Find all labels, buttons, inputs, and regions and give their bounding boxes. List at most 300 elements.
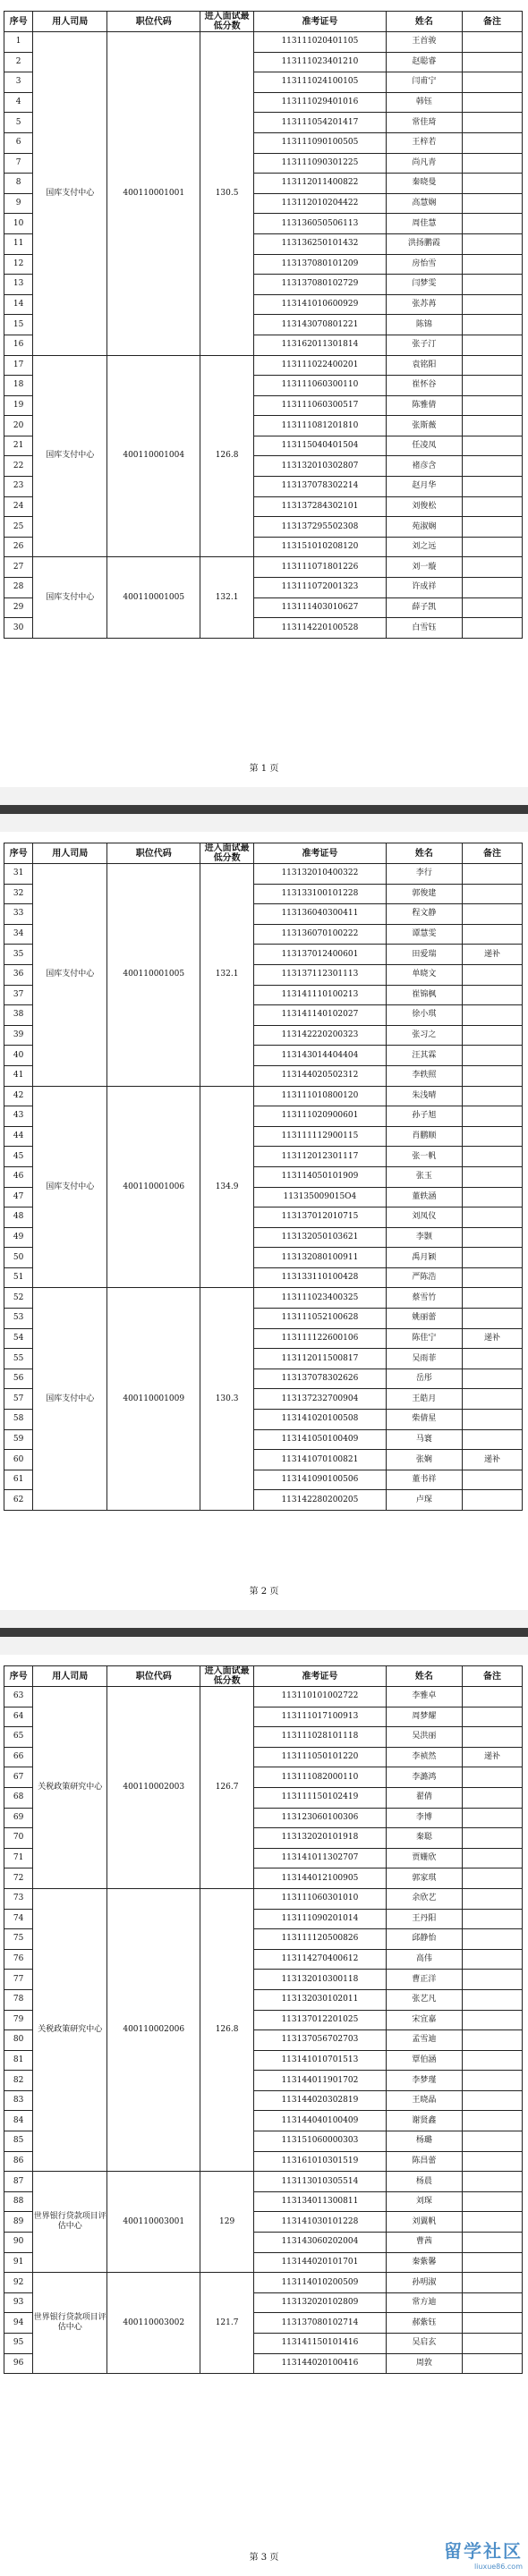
name-cell: 张苏苒 xyxy=(386,294,462,315)
row-number-cell: 71 xyxy=(4,1848,33,1868)
name-cell: 李雅卓 xyxy=(386,1687,462,1707)
exam-id-cell: 113137078302626 xyxy=(254,1368,387,1389)
name-cell: 薛子凯 xyxy=(386,597,462,618)
exam-id-cell: 113111071801226 xyxy=(254,557,387,578)
note-cell xyxy=(463,1970,523,1990)
row-number-cell: 25 xyxy=(4,517,33,538)
note-cell xyxy=(463,1787,523,1808)
note-cell xyxy=(463,1727,523,1748)
name-cell: 闫甫宁 xyxy=(386,72,462,93)
exam-id-cell: 113111122600106 xyxy=(254,1328,387,1349)
exam-id-cell: 113133100101228 xyxy=(254,884,387,904)
exam-id-cell: 113111082000110 xyxy=(254,1767,387,1788)
row-number-cell: 79 xyxy=(4,2010,33,2030)
exam-id-cell: 113111150102419 xyxy=(254,1787,387,1808)
name-cell: 孙明淑 xyxy=(386,2273,462,2293)
note-cell xyxy=(463,1005,523,1026)
note-cell xyxy=(463,1025,523,1046)
name-cell: 吴洪丽 xyxy=(386,1727,462,1748)
bureau-cell: 国库支付中心 xyxy=(33,355,107,557)
exam-id-cell: 113111090301225 xyxy=(254,153,387,174)
exam-id-cell: 113141011302707 xyxy=(254,1848,387,1868)
column-header: 进入面试最低分数 xyxy=(200,12,254,32)
row-number-cell: 8 xyxy=(4,174,33,194)
name-cell: 刘琛 xyxy=(386,2191,462,2212)
note-cell xyxy=(463,1086,523,1106)
name-cell: 崔锦枫 xyxy=(386,985,462,1005)
exam-id-cell: 113143060202004 xyxy=(254,2233,387,2253)
exam-id-cell: 113112011500817 xyxy=(254,1349,387,1369)
exam-id-cell: 113112012301117 xyxy=(254,1147,387,1167)
row-number-cell: 20 xyxy=(4,416,33,436)
exam-id-cell: 113111020401105 xyxy=(254,32,387,53)
row-number-cell: 50 xyxy=(4,1248,33,1268)
column-header: 进入面试最低分数 xyxy=(200,843,254,864)
exam-id-cell: 113143014404404 xyxy=(254,1046,387,1066)
exam-id-cell: 113112011400822 xyxy=(254,174,387,194)
column-header: 用人司局 xyxy=(33,1666,107,1687)
note-cell: 递补 xyxy=(463,945,523,965)
table-row xyxy=(4,2172,523,2192)
exam-id-cell: 113111050101220 xyxy=(254,1747,387,1767)
watermark-text: 留学社区 xyxy=(444,2540,523,2562)
note-cell xyxy=(463,52,523,72)
row-number-cell: 95 xyxy=(4,2334,33,2354)
exam-id-cell: 113111120500826 xyxy=(254,1929,387,1950)
row-number-cell: 4 xyxy=(4,92,33,113)
row-number-cell: 12 xyxy=(4,254,33,275)
header-row xyxy=(4,843,523,864)
row-number-cell: 74 xyxy=(4,1909,33,1929)
min-score-cell: 126.8 xyxy=(200,355,254,557)
row-number-cell: 96 xyxy=(4,2353,33,2374)
row-number-cell: 87 xyxy=(4,2172,33,2192)
row-number-cell: 36 xyxy=(4,964,33,985)
name-cell: 褚彦含 xyxy=(386,456,462,477)
note-cell xyxy=(463,1106,523,1127)
name-cell: 张斯薇 xyxy=(386,416,462,436)
note-cell xyxy=(463,1227,523,1248)
exam-id-cell: 113141140102027 xyxy=(254,1005,387,1026)
exam-id-cell: 113111020900601 xyxy=(254,1106,387,1127)
name-cell: 陈雅倩 xyxy=(386,395,462,416)
position-code-cell: 400110003001 xyxy=(107,2172,200,2273)
row-number-cell: 14 xyxy=(4,294,33,315)
row-number-cell: 75 xyxy=(4,1929,33,1950)
page-number: 第 2 页 xyxy=(249,1587,279,1597)
row-number-cell: 29 xyxy=(4,597,33,618)
note-cell xyxy=(463,1767,523,1788)
column-header: 姓名 xyxy=(386,843,462,864)
row-number-cell: 28 xyxy=(4,578,33,598)
name-cell: 姚丽蕾 xyxy=(386,1309,462,1329)
name-cell: 李梦瑾 xyxy=(386,2071,462,2091)
name-cell: 岳彤 xyxy=(386,1368,462,1389)
name-cell: 闫梦雯 xyxy=(386,275,462,295)
note-cell xyxy=(463,2252,523,2273)
note-cell xyxy=(463,355,523,376)
name-cell: 李博 xyxy=(386,1808,462,1828)
note-cell xyxy=(463,254,523,275)
exam-id-cell: 113141020100508 xyxy=(254,1410,387,1430)
row-number-cell: 51 xyxy=(4,1267,33,1288)
note-cell xyxy=(463,557,523,578)
name-cell: 刘一璇 xyxy=(386,557,462,578)
position-code-cell: 400110001004 xyxy=(107,355,200,557)
row-number-cell: 15 xyxy=(4,315,33,335)
column-header: 序号 xyxy=(4,843,33,864)
position-code-cell: 400110001009 xyxy=(107,1288,200,1511)
exam-id-cell: 113137012400601 xyxy=(254,945,387,965)
column-header: 用人司局 xyxy=(33,843,107,864)
note-cell xyxy=(463,335,523,355)
name-cell: 王晓晶 xyxy=(386,2090,462,2111)
table-row xyxy=(4,557,523,578)
row-number-cell: 72 xyxy=(4,1868,33,1889)
row-number-cell: 67 xyxy=(4,1767,33,1788)
exam-id-cell: 113132020102809 xyxy=(254,2292,387,2313)
row-number-cell: 6 xyxy=(4,132,33,153)
min-score-cell: 132.1 xyxy=(200,864,254,1087)
column-header: 备注 xyxy=(463,1666,523,1687)
exam-id-cell: 113135009015O4 xyxy=(254,1187,387,1208)
name-cell: 翟倩 xyxy=(386,1787,462,1808)
note-cell xyxy=(463,1349,523,1369)
note-cell xyxy=(463,578,523,598)
column-header: 备注 xyxy=(463,12,523,32)
note-cell xyxy=(463,2131,523,2152)
name-cell: 覃伯涵 xyxy=(386,2050,462,2071)
note-cell xyxy=(463,1929,523,1950)
name-cell: 常佳琦 xyxy=(386,113,462,133)
exam-id-cell: 113113010305514 xyxy=(254,2172,387,2192)
name-cell: 秦紫馨 xyxy=(386,2252,462,2273)
note-cell xyxy=(463,517,523,538)
exam-id-cell: 113111024100105 xyxy=(254,72,387,93)
note-cell xyxy=(463,1429,523,1450)
note-cell xyxy=(463,2071,523,2091)
exam-id-cell: 113133110100428 xyxy=(254,1267,387,1288)
note-cell xyxy=(463,2090,523,2111)
row-number-cell: 80 xyxy=(4,2030,33,2051)
note-cell xyxy=(463,193,523,214)
bureau-cell: 国库支付中心 xyxy=(33,1288,107,1511)
exam-id-cell: 113161010301519 xyxy=(254,2151,387,2172)
name-cell: 董轶涵 xyxy=(386,1187,462,1208)
name-cell: 肖鹏顺 xyxy=(386,1126,462,1147)
exam-id-cell: 113141010701513 xyxy=(254,2050,387,2071)
name-cell: 李行 xyxy=(386,864,462,885)
name-cell: 田爱瑞 xyxy=(386,945,462,965)
exam-id-cell: 113136250101432 xyxy=(254,233,387,254)
min-score-cell: 129 xyxy=(200,2172,254,2273)
note-cell xyxy=(463,92,523,113)
row-number-cell: 55 xyxy=(4,1349,33,1369)
exam-id-cell: 113137078302214 xyxy=(254,477,387,497)
row-number-cell: 9 xyxy=(4,193,33,214)
exam-id-cell: 113111028101118 xyxy=(254,1727,387,1748)
name-cell: 汪其霖 xyxy=(386,1046,462,1066)
name-cell: 李轶照 xyxy=(386,1065,462,1086)
row-number-cell: 70 xyxy=(4,1828,33,1849)
exam-id-cell: 113137080101209 xyxy=(254,254,387,275)
note-cell xyxy=(463,2292,523,2313)
column-header: 姓名 xyxy=(386,12,462,32)
row-number-cell: 47 xyxy=(4,1187,33,1208)
column-header: 用人司局 xyxy=(33,12,107,32)
name-cell: 徐小琪 xyxy=(386,1005,462,1026)
row-number-cell: 81 xyxy=(4,2050,33,2071)
table-row xyxy=(4,355,523,376)
name-cell: 孙子旭 xyxy=(386,1106,462,1127)
name-cell: 孟雪迪 xyxy=(386,2030,462,2051)
row-number-cell: 41 xyxy=(4,1065,33,1086)
note-cell xyxy=(463,2010,523,2030)
exam-id-cell: 113144020302819 xyxy=(254,2090,387,2111)
row-number-cell: 85 xyxy=(4,2131,33,2152)
exam-id-cell: 113132050103621 xyxy=(254,1227,387,1248)
exam-id-cell: 113132080100911 xyxy=(254,1248,387,1268)
name-cell: 董书祥 xyxy=(386,1470,462,1490)
row-number-cell: 45 xyxy=(4,1147,33,1167)
note-cell xyxy=(463,1687,523,1707)
note-cell xyxy=(463,214,523,234)
row-number-cell: 31 xyxy=(4,864,33,885)
note-cell xyxy=(463,618,523,639)
note-cell xyxy=(463,537,523,557)
exam-id-cell: 113111052100628 xyxy=(254,1309,387,1329)
table-row xyxy=(4,32,523,53)
name-cell: 禹月颖 xyxy=(386,1248,462,1268)
exam-id-cell: 113114050101909 xyxy=(254,1166,387,1187)
row-number-cell: 32 xyxy=(4,884,33,904)
table-row xyxy=(4,1086,523,1106)
name-cell: 周佳慧 xyxy=(386,214,462,234)
page-separator xyxy=(0,805,528,814)
row-number-cell: 77 xyxy=(4,1970,33,1990)
min-score-cell: 130.3 xyxy=(200,1288,254,1511)
bureau-cell: 世界银行贷款项目评估中心 xyxy=(33,2172,107,2273)
row-number-cell: 64 xyxy=(4,1707,33,1727)
row-number-cell: 94 xyxy=(4,2313,33,2334)
note-cell xyxy=(463,1909,523,1929)
row-number-cell: 33 xyxy=(4,904,33,925)
note-cell xyxy=(463,2151,523,2172)
note-cell xyxy=(463,1707,523,1727)
min-score-cell: 134.9 xyxy=(200,1086,254,1288)
note-cell xyxy=(463,477,523,497)
name-cell: 宋宜嘉 xyxy=(386,2010,462,2030)
exam-id-cell: 113132010302807 xyxy=(254,456,387,477)
exam-id-cell: 113136040300411 xyxy=(254,904,387,925)
exam-id-cell: 113137112301113 xyxy=(254,964,387,985)
exam-id-cell: 113141030101228 xyxy=(254,2212,387,2233)
row-number-cell: 3 xyxy=(4,72,33,93)
name-cell: 洪扬鹏霞 xyxy=(386,233,462,254)
note-cell xyxy=(463,884,523,904)
column-header: 准考证号 xyxy=(254,12,387,32)
name-cell: 吴雨菲 xyxy=(386,1349,462,1369)
row-number-cell: 27 xyxy=(4,557,33,578)
page-number: 第 1 页 xyxy=(249,764,279,774)
row-number-cell: 53 xyxy=(4,1309,33,1329)
note-cell xyxy=(463,2191,523,2212)
name-cell: 陈昌蕾 xyxy=(386,2151,462,2172)
row-number-cell: 19 xyxy=(4,395,33,416)
row-number-cell: 84 xyxy=(4,2111,33,2131)
exam-id-cell: 113151010208120 xyxy=(254,537,387,557)
note-cell xyxy=(463,597,523,618)
watermark-url: liuxue86.com xyxy=(473,2563,523,2571)
note-cell xyxy=(463,113,523,133)
row-number-cell: 83 xyxy=(4,2090,33,2111)
row-number-cell: 39 xyxy=(4,1025,33,1046)
note-cell: 递补 xyxy=(463,1747,523,1767)
name-cell: 邱静怡 xyxy=(386,1929,462,1950)
row-number-cell: 69 xyxy=(4,1808,33,1828)
row-number-cell: 5 xyxy=(4,113,33,133)
exam-id-cell: 113111112900115 xyxy=(254,1126,387,1147)
row-number-cell: 92 xyxy=(4,2273,33,2293)
note-cell xyxy=(463,1267,523,1288)
exam-id-cell: 113114010200509 xyxy=(254,2273,387,2293)
name-cell: 单晓文 xyxy=(386,964,462,985)
note-cell xyxy=(463,395,523,416)
name-cell: 赵聪睿 xyxy=(386,52,462,72)
note-cell xyxy=(463,964,523,985)
note-cell xyxy=(463,1187,523,1208)
row-number-cell: 1 xyxy=(4,32,33,53)
name-cell: 张玉 xyxy=(386,1166,462,1187)
name-cell: 张子汀 xyxy=(386,335,462,355)
row-number-cell: 44 xyxy=(4,1126,33,1147)
bureau-cell: 国库支付中心 xyxy=(33,557,107,638)
column-header: 职位代码 xyxy=(107,12,200,32)
row-number-cell: 76 xyxy=(4,1949,33,1970)
row-number-cell: 10 xyxy=(4,214,33,234)
name-cell: 杨晨 xyxy=(386,2172,462,2192)
row-number-cell: 40 xyxy=(4,1046,33,1066)
name-cell: 曹正洋 xyxy=(386,1970,462,1990)
name-cell: 程文静 xyxy=(386,904,462,925)
note-cell xyxy=(463,1828,523,1849)
exam-id-cell: 113132010300118 xyxy=(254,1970,387,1990)
row-number-cell: 34 xyxy=(4,924,33,945)
row-number-cell: 11 xyxy=(4,233,33,254)
note-cell xyxy=(463,1309,523,1329)
row-number-cell: 90 xyxy=(4,2233,33,2253)
name-cell: 贾姗欣 xyxy=(386,1848,462,1868)
page-3 xyxy=(0,1655,528,2576)
row-number-cell: 86 xyxy=(4,2151,33,2172)
note-cell xyxy=(463,294,523,315)
row-number-cell: 43 xyxy=(4,1106,33,1127)
row-number-cell: 58 xyxy=(4,1410,33,1430)
exam-id-cell: 113144020502312 xyxy=(254,1065,387,1086)
name-cell: 王梓若 xyxy=(386,132,462,153)
note-cell xyxy=(463,1888,523,1909)
row-number-cell: 35 xyxy=(4,945,33,965)
row-number-cell: 18 xyxy=(4,376,33,396)
note-cell xyxy=(463,1208,523,1228)
row-number-cell: 37 xyxy=(4,985,33,1005)
name-cell: 郭俊建 xyxy=(386,884,462,904)
column-header: 职位代码 xyxy=(107,843,200,864)
name-cell: 张一帆 xyxy=(386,1147,462,1167)
row-number-cell: 78 xyxy=(4,1989,33,2010)
name-cell: 谭慧雯 xyxy=(386,924,462,945)
name-cell: 王首骏 xyxy=(386,32,462,53)
row-number-cell: 91 xyxy=(4,2252,33,2273)
exam-id-cell: 113141110100213 xyxy=(254,985,387,1005)
exam-id-cell: 113144012100905 xyxy=(254,1868,387,1889)
name-cell: 任凌凤 xyxy=(386,436,462,456)
exam-id-cell: 113111072001323 xyxy=(254,578,387,598)
table-row xyxy=(4,1888,523,1909)
row-number-cell: 21 xyxy=(4,436,33,456)
column-header: 备注 xyxy=(463,843,523,864)
header-row xyxy=(4,12,523,32)
exam-id-cell: 113111060300110 xyxy=(254,376,387,396)
name-cell: 常方迪 xyxy=(386,2292,462,2313)
name-cell: 李颢 xyxy=(386,1227,462,1248)
min-score-cell: 130.5 xyxy=(200,32,254,356)
note-cell xyxy=(463,456,523,477)
row-number-cell: 93 xyxy=(4,2292,33,2313)
table-row xyxy=(4,864,523,885)
note-cell xyxy=(463,132,523,153)
exam-id-cell: 113111090100505 xyxy=(254,132,387,153)
note-cell xyxy=(463,2212,523,2233)
name-cell: 刘之远 xyxy=(386,537,462,557)
row-number-cell: 89 xyxy=(4,2212,33,2233)
row-number-cell: 48 xyxy=(4,1208,33,1228)
row-number-cell: 26 xyxy=(4,537,33,557)
note-cell xyxy=(463,1949,523,1970)
note-cell xyxy=(463,864,523,885)
min-score-cell: 126.7 xyxy=(200,1687,254,1889)
exam-id-cell: 113115040401504 xyxy=(254,436,387,456)
note-cell xyxy=(463,904,523,925)
column-header: 进入面试最低分数 xyxy=(200,1666,254,1687)
note-cell xyxy=(463,32,523,53)
exam-id-cell: 113111403010627 xyxy=(254,597,387,618)
exam-id-cell: 113111023400325 xyxy=(254,1288,387,1309)
exam-id-cell: 113137295502308 xyxy=(254,517,387,538)
row-number-cell: 13 xyxy=(4,275,33,295)
name-cell: 谢贤鑫 xyxy=(386,2111,462,2131)
page-2 xyxy=(0,832,528,1610)
exam-id-cell: 113137232700904 xyxy=(254,1389,387,1410)
name-cell: 房怡雪 xyxy=(386,254,462,275)
note-cell xyxy=(463,496,523,517)
position-code-cell: 400110001005 xyxy=(107,557,200,638)
name-cell: 杨璐 xyxy=(386,2131,462,2152)
exam-id-cell: 113142280200205 xyxy=(254,1490,387,1511)
position-code-cell: 400110001001 xyxy=(107,32,200,356)
exam-id-cell: 113111029401016 xyxy=(254,92,387,113)
name-cell: 韩钰 xyxy=(386,92,462,113)
note-cell xyxy=(463,1808,523,1828)
column-header: 序号 xyxy=(4,1666,33,1687)
name-cell: 高慧娴 xyxy=(386,193,462,214)
name-cell: 周梦耀 xyxy=(386,1707,462,1727)
row-number-cell: 22 xyxy=(4,456,33,477)
name-cell: 王丹阳 xyxy=(386,1909,462,1929)
column-header: 准考证号 xyxy=(254,1666,387,1687)
note-cell xyxy=(463,1166,523,1187)
row-number-cell: 82 xyxy=(4,2071,33,2091)
